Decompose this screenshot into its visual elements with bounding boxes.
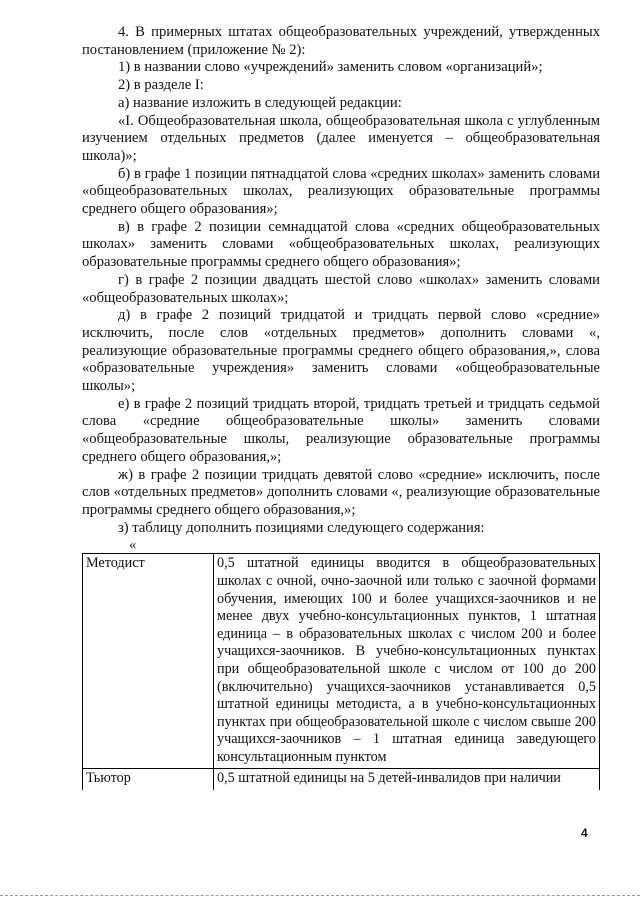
position-cell: Тьютор	[83, 768, 214, 790]
description-cell: 0,5 штатной единицы вводится в общеобразовательных школах с очной, очно-заочной или только с заочной формами обучения, имеющих 100 и более учащихся-заочников и не менее двух учебно-консультационных пунктов, 1 штатная единица – в образовательных школах с числом 200 и более учащихся-заочников. В учебно-консультационных пунктах при общеобразовательной школе с числом от 100 до 200 (включительно) учащихся-заочников устанавливается 0,5 штатной единицы методиста, а в учебно-консультационных пунктах при общеобразовательной школе с числом свыше 200 учащихся-заочников – 1 штатная единица заведующего консультационным пунктом	[214, 554, 600, 768]
position-cell: Методист	[83, 554, 214, 768]
paragraph-sub-b: б) в графе 1 позиции пятнадцатой слова «средних школах» заменить словами «общеобразовательных школах, реализующих образовательные программы среднего общего образования»;	[82, 165, 600, 218]
description-cell: 0,5 штатной единицы на 5 детей-инвалидов при наличии	[214, 768, 600, 790]
page-edge-divider	[0, 895, 640, 896]
paragraph-sub-e: е) в графе 2 позиций тридцать второй, тридцать третьей и тридцать седьмой слова «средние общеобразовательные школы» заменить словами «общеобразовательные школы, реализующие образовательные программы среднего общего образования,»;	[82, 395, 600, 465]
paragraph-sub-zh: ж) в графе 2 позиции тридцать девятой слово «средние» исключить, после слов «отдельных предметов» дополнить словами «, реализующие образовательные программы среднего общего образования,»;	[82, 466, 600, 518]
paragraph-sub-z: з) таблицу дополнить позициями следующего содержания:	[118, 519, 485, 536]
paragraph-sub-g: г) в графе 2 позиции двадцать шестой слово «школах» заменить словами «общеобразовательных школах»;	[82, 271, 600, 306]
table-row	[83, 768, 600, 790]
document-body	[82, 24, 600, 790]
paragraph-sub-v: в) в графе 2 позиции семнадцатой слова «средних общеобразовательных школах» заменить словами «общеобразовательных школах, реализующих образовательные программы среднего общего образования»;	[82, 218, 600, 271]
paragraph-4: 4. В примерных штатах общеобразовательных учреждений, утвержденных постановлением (приложение № 2):	[82, 24, 600, 58]
paragraph-sub-a: а) название изложить в следующей редакции:	[118, 94, 402, 111]
page-number: 4	[581, 826, 588, 840]
staff-table	[82, 553, 600, 789]
table-row	[83, 554, 600, 768]
paragraph-sub-a-text: «I. Общеобразовательная школа, общеобразовательная школа с углубленным изучением отдельных предметов (далее именуется – общеобразовательная школа)»;	[82, 112, 600, 164]
paragraph-sub-d: д) в графе 2 позиций тридцатой и тридцать первой слово «средние» исключить, после слов «отдельных предметов» дополнить словами «, реализующие образовательные программы среднего общего образования,», слова «образовательные учреждения» заменить словами «общеобразовательные школы»;	[82, 307, 600, 395]
open-quote: «	[129, 537, 137, 554]
paragraph-item-2: 2) в разделе I:	[118, 77, 204, 94]
paragraph-item-1: 1) в названии слово «учреждений» заменить словом «организаций»;	[118, 59, 543, 76]
